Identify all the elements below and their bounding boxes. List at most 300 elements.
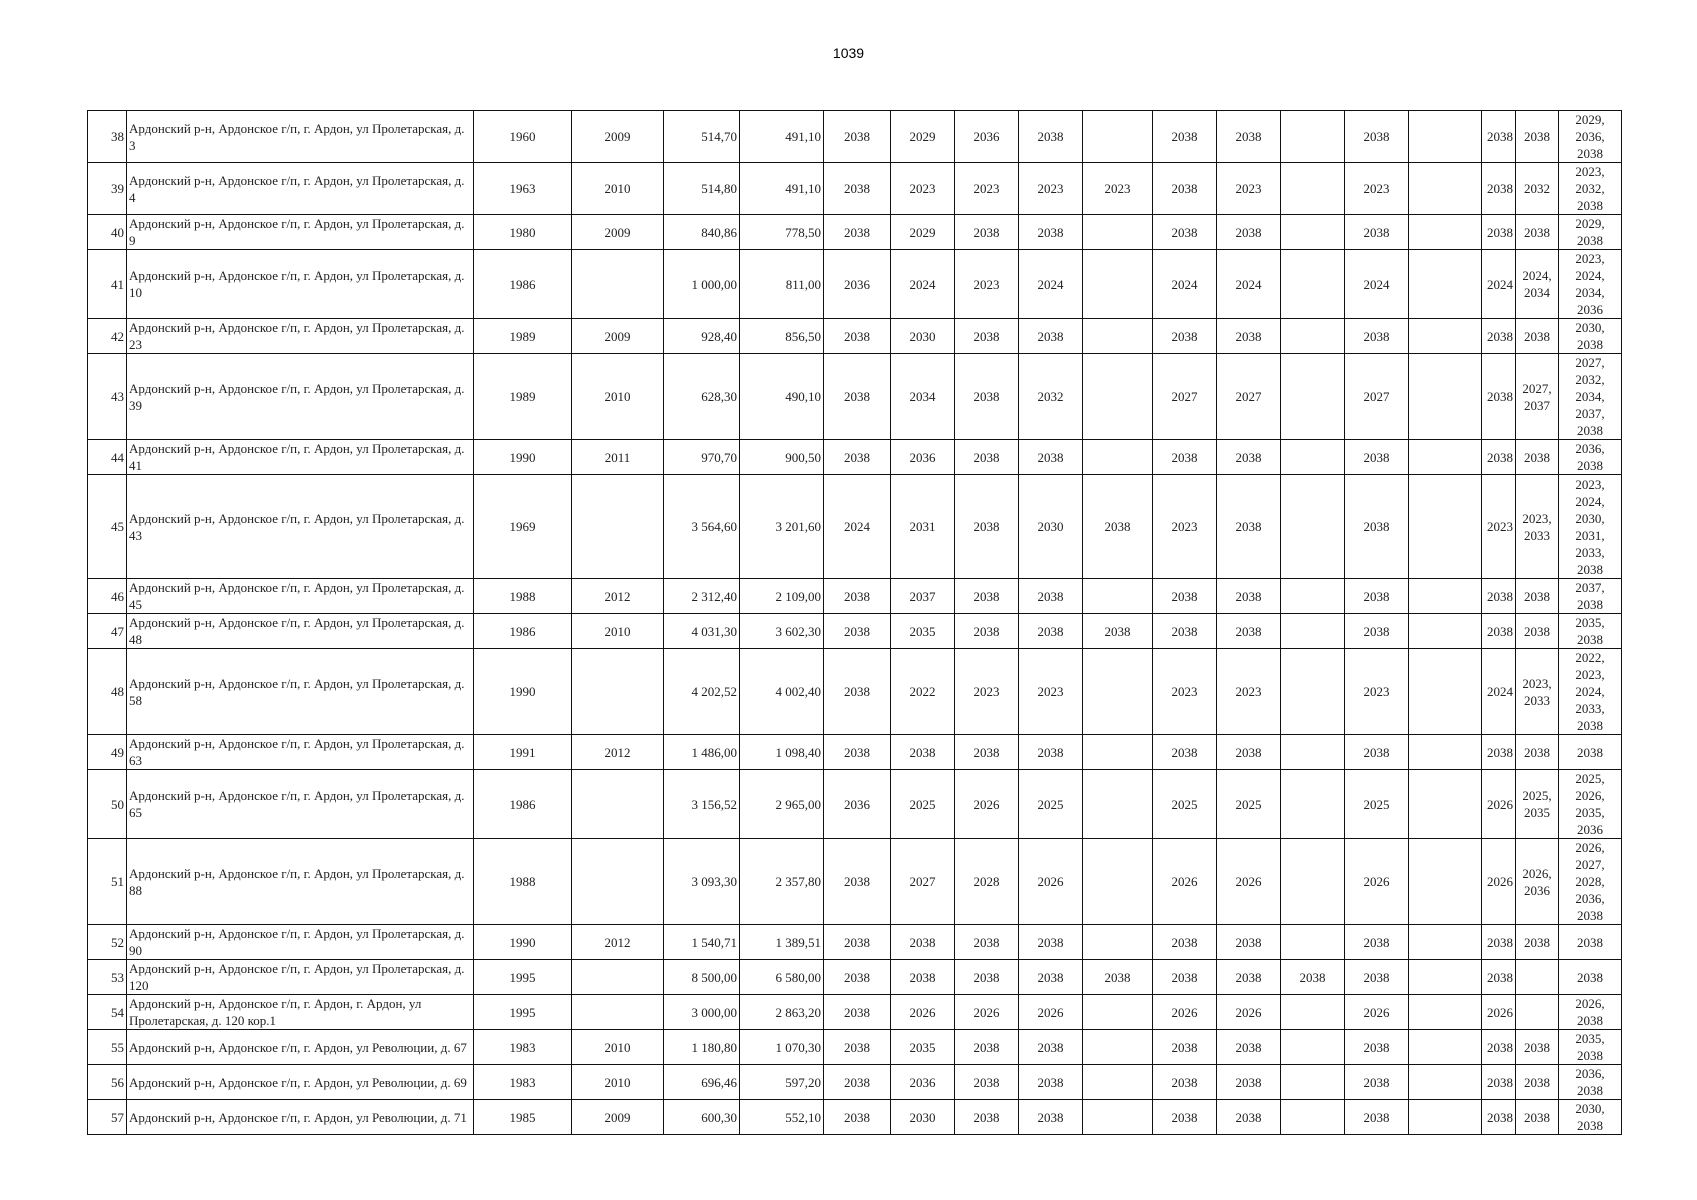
last-repair-cell: 2010 xyxy=(572,1065,664,1100)
table-row xyxy=(88,735,1622,770)
last-repair-cell: 2012 xyxy=(572,925,664,960)
plan-year-cell: 2038 xyxy=(1482,163,1516,215)
plan-year-cell: 2038 xyxy=(1345,111,1409,163)
plan-year-cell xyxy=(1409,1065,1482,1100)
living-area-cell: 597,20 xyxy=(740,1065,824,1100)
summary-years-cell: 2030, 2038 xyxy=(1559,1100,1622,1135)
plan-year-cell: 2038 xyxy=(1153,925,1217,960)
last-repair-cell xyxy=(572,995,664,1030)
plan-year-cell: 2038 xyxy=(1482,579,1516,614)
plan-year-cell: 2027 xyxy=(891,839,955,925)
plan-year-cell xyxy=(1083,215,1153,250)
plan-year-cell: 2024 xyxy=(1153,250,1217,319)
last-repair-cell: 2012 xyxy=(572,735,664,770)
plan-year-cell xyxy=(1281,1065,1345,1100)
plan-year-cell xyxy=(1281,735,1345,770)
plan-year-cell: 2026 xyxy=(955,995,1019,1030)
summary-years-cell: 2037, 2038 xyxy=(1559,579,1622,614)
plan-year-cell: 2026 xyxy=(1217,839,1281,925)
plan-year-cell xyxy=(1409,960,1482,995)
plan-year-cell xyxy=(1083,354,1153,440)
living-area-cell: 856,50 xyxy=(740,319,824,354)
table-row xyxy=(88,960,1622,995)
plan-year-cell: 2037 xyxy=(891,579,955,614)
plan-year-cell: 2023 xyxy=(1019,649,1083,735)
total-area-cell: 600,30 xyxy=(664,1100,740,1135)
plan-year-cell: 2023 xyxy=(955,649,1019,735)
plan-year-cell: 2038 xyxy=(1019,1030,1083,1065)
address-cell: Ардонский р-н, Ардонское г/п, г. Ардон, ул Пролетарская, д. 10 xyxy=(127,250,474,319)
table-row xyxy=(88,1100,1622,1135)
plan-year-cell xyxy=(1409,614,1482,649)
plan-years-cell: 2038 xyxy=(1516,440,1559,475)
total-area-cell: 4 202,52 xyxy=(664,649,740,735)
last-repair-cell: 2012 xyxy=(572,579,664,614)
plan-year-cell xyxy=(1083,925,1153,960)
plan-years-cell: 2026, 2036 xyxy=(1516,839,1559,925)
table-row xyxy=(88,163,1622,215)
plan-year-cell: 2038 xyxy=(1019,440,1083,475)
row-number: 45 xyxy=(88,475,127,579)
total-area-cell: 2 312,40 xyxy=(664,579,740,614)
table-row xyxy=(88,475,1622,579)
plan-year-cell: 2038 xyxy=(1345,579,1409,614)
plan-year-cell: 2030 xyxy=(891,1100,955,1135)
last-repair-cell: 2011 xyxy=(572,440,664,475)
plan-year-cell xyxy=(1281,1100,1345,1135)
plan-years-cell: 2038 xyxy=(1516,735,1559,770)
plan-year-cell: 2025 xyxy=(1217,770,1281,839)
plan-year-cell xyxy=(1281,839,1345,925)
row-number: 57 xyxy=(88,1100,127,1135)
plan-year-cell: 2027 xyxy=(1345,354,1409,440)
plan-year-cell: 2023 xyxy=(1083,163,1153,215)
plan-years-cell: 2038 xyxy=(1516,215,1559,250)
plan-year-cell xyxy=(1409,770,1482,839)
row-number: 49 xyxy=(88,735,127,770)
plan-year-cell: 2026 xyxy=(1019,839,1083,925)
row-number: 51 xyxy=(88,839,127,925)
plan-year-cell xyxy=(1281,111,1345,163)
row-number: 53 xyxy=(88,960,127,995)
address-cell: Ардонский р-н, Ардонское г/п, г. Ардон, ул Пролетарская, д. 39 xyxy=(127,354,474,440)
address-cell: Ардонский р-н, Ардонское г/п, г. Ардон, ул Пролетарская, д. 23 xyxy=(127,319,474,354)
plan-year-cell: 2038 xyxy=(1019,111,1083,163)
plan-year-cell: 2036 xyxy=(955,111,1019,163)
address-cell: Ардонский р-н, Ардонское г/п, г. Ардон, ул Революции, д. 71 xyxy=(127,1100,474,1135)
table-row xyxy=(88,839,1622,925)
plan-year-cell: 2029 xyxy=(891,111,955,163)
living-area-cell: 2 357,80 xyxy=(740,839,824,925)
plan-year-cell xyxy=(1281,579,1345,614)
plan-year-cell: 2038 xyxy=(1019,960,1083,995)
plan-year-cell: 2038 xyxy=(955,614,1019,649)
plan-year-cell: 2038 xyxy=(955,440,1019,475)
plan-year-cell: 2038 xyxy=(1153,960,1217,995)
living-area-cell: 491,10 xyxy=(740,111,824,163)
plan-year-cell xyxy=(1083,111,1153,163)
plan-year-cell: 2038 xyxy=(1482,440,1516,475)
plan-year-cell xyxy=(1281,319,1345,354)
total-area-cell: 1 000,00 xyxy=(664,250,740,319)
total-area-cell: 3 564,60 xyxy=(664,475,740,579)
total-area-cell: 696,46 xyxy=(664,1065,740,1100)
plan-years-cell xyxy=(1516,995,1559,1030)
year-built-cell: 1960 xyxy=(474,111,572,163)
total-area-cell: 4 031,30 xyxy=(664,614,740,649)
plan-year-cell: 2030 xyxy=(891,319,955,354)
plan-year-cell xyxy=(1281,995,1345,1030)
last-repair-cell xyxy=(572,649,664,735)
plan-year-cell: 2023 xyxy=(1019,163,1083,215)
last-repair-cell xyxy=(572,475,664,579)
living-area-cell: 811,00 xyxy=(740,250,824,319)
plan-year-cell xyxy=(1409,995,1482,1030)
living-area-cell: 491,10 xyxy=(740,163,824,215)
plan-year-cell: 2023 xyxy=(1482,475,1516,579)
plan-year-cell: 2038 xyxy=(1083,614,1153,649)
year-built-cell: 1983 xyxy=(474,1065,572,1100)
plan-year-cell xyxy=(1083,440,1153,475)
plan-years-cell: 2025, 2035 xyxy=(1516,770,1559,839)
plan-year-cell: 2038 xyxy=(1482,215,1516,250)
plan-year-cell: 2038 xyxy=(1153,215,1217,250)
plan-year-cell: 2035 xyxy=(891,614,955,649)
table-row xyxy=(88,319,1622,354)
plan-year-cell xyxy=(1083,1065,1153,1100)
plan-years-cell xyxy=(1516,960,1559,995)
plan-years-cell: 2032 xyxy=(1516,163,1559,215)
summary-years-cell: 2038 xyxy=(1559,735,1622,770)
last-repair-cell xyxy=(572,770,664,839)
plan-year-cell: 2027 xyxy=(1153,354,1217,440)
plan-year-cell xyxy=(1409,215,1482,250)
table-row xyxy=(88,614,1622,649)
plan-year-cell xyxy=(1281,163,1345,215)
row-number: 42 xyxy=(88,319,127,354)
summary-years-cell: 2023, 2032, 2038 xyxy=(1559,163,1622,215)
plan-year-cell: 2023 xyxy=(1217,163,1281,215)
table-row xyxy=(88,770,1622,839)
plan-year-cell: 2038 xyxy=(1217,319,1281,354)
plan-year-cell: 2038 xyxy=(824,1030,891,1065)
last-repair-cell xyxy=(572,960,664,995)
address-cell: Ардонский р-н, Ардонское г/п, г. Ардон, ул Пролетарская, д. 3 xyxy=(127,111,474,163)
plan-year-cell: 2038 xyxy=(824,995,891,1030)
plan-years-cell: 2038 xyxy=(1516,111,1559,163)
table-row xyxy=(88,649,1622,735)
plan-year-cell: 2038 xyxy=(1345,735,1409,770)
summary-years-cell: 2029, 2038 xyxy=(1559,215,1622,250)
plan-year-cell: 2038 xyxy=(824,925,891,960)
year-built-cell: 1980 xyxy=(474,215,572,250)
plan-year-cell: 2038 xyxy=(824,163,891,215)
table-row xyxy=(88,440,1622,475)
plan-year-cell: 2038 xyxy=(955,215,1019,250)
plan-year-cell: 2024 xyxy=(1217,250,1281,319)
plan-year-cell: 2038 xyxy=(824,735,891,770)
plan-year-cell: 2023 xyxy=(955,163,1019,215)
address-cell: Ардонский р-н, Ардонское г/п, г. Ардон, ул Пролетарская, д. 88 xyxy=(127,839,474,925)
plan-year-cell xyxy=(1281,354,1345,440)
address-cell: Ардонский р-н, Ардонское г/п, г. Ардон, ул Пролетарская, д. 65 xyxy=(127,770,474,839)
total-area-cell: 514,70 xyxy=(664,111,740,163)
table-row xyxy=(88,215,1622,250)
address-cell: Ардонский р-н, Ардонское г/п, г. Ардон, ул Пролетарская, д. 41 xyxy=(127,440,474,475)
plan-year-cell xyxy=(1083,735,1153,770)
last-repair-cell: 2010 xyxy=(572,163,664,215)
address-cell: Ардонский р-н, Ардонское г/п, г. Ардон, г. Ардон, ул Пролетарская, д. 120 кор.1 xyxy=(127,995,474,1030)
plan-year-cell: 2038 xyxy=(824,1065,891,1100)
living-area-cell: 4 002,40 xyxy=(740,649,824,735)
plan-year-cell: 2038 xyxy=(1345,319,1409,354)
plan-year-cell: 2024 xyxy=(1019,250,1083,319)
plan-year-cell: 2029 xyxy=(891,215,955,250)
plan-year-cell: 2038 xyxy=(955,319,1019,354)
last-repair-cell: 2010 xyxy=(572,614,664,649)
plan-year-cell: 2026 xyxy=(1153,839,1217,925)
living-area-cell: 490,10 xyxy=(740,354,824,440)
table-row xyxy=(88,925,1622,960)
plan-year-cell xyxy=(1409,440,1482,475)
plan-year-cell: 2038 xyxy=(1217,925,1281,960)
plan-year-cell: 2038 xyxy=(824,111,891,163)
plan-year-cell: 2023 xyxy=(1345,649,1409,735)
plan-year-cell: 2038 xyxy=(824,319,891,354)
plan-year-cell: 2038 xyxy=(824,649,891,735)
plan-year-cell: 2038 xyxy=(1281,960,1345,995)
plan-year-cell: 2038 xyxy=(1083,475,1153,579)
plan-year-cell: 2026 xyxy=(1482,770,1516,839)
year-built-cell: 1986 xyxy=(474,614,572,649)
living-area-cell: 2 109,00 xyxy=(740,579,824,614)
plan-year-cell xyxy=(1409,319,1482,354)
row-number: 55 xyxy=(88,1030,127,1065)
year-built-cell: 1995 xyxy=(474,995,572,1030)
plan-year-cell xyxy=(1083,319,1153,354)
plan-year-cell: 2023 xyxy=(1153,649,1217,735)
row-number: 39 xyxy=(88,163,127,215)
plan-years-cell: 2027, 2037 xyxy=(1516,354,1559,440)
living-area-cell: 3 602,30 xyxy=(740,614,824,649)
plan-year-cell: 2024 xyxy=(824,475,891,579)
row-number: 56 xyxy=(88,1065,127,1100)
total-area-cell: 3 000,00 xyxy=(664,995,740,1030)
plan-year-cell: 2038 xyxy=(1482,1030,1516,1065)
address-cell: Ардонский р-н, Ардонское г/п, г. Ардон, ул Пролетарская, д. 58 xyxy=(127,649,474,735)
plan-years-cell: 2038 xyxy=(1516,1030,1559,1065)
plan-year-cell xyxy=(1409,475,1482,579)
living-area-cell: 2 863,20 xyxy=(740,995,824,1030)
plan-year-cell xyxy=(1281,475,1345,579)
table-row xyxy=(88,995,1622,1030)
plan-year-cell: 2038 xyxy=(955,1030,1019,1065)
year-built-cell: 1986 xyxy=(474,250,572,319)
plan-year-cell: 2038 xyxy=(1345,440,1409,475)
plan-year-cell: 2026 xyxy=(1153,995,1217,1030)
plan-year-cell: 2022 xyxy=(891,649,955,735)
plan-year-cell: 2038 xyxy=(1153,163,1217,215)
year-built-cell: 1988 xyxy=(474,839,572,925)
address-cell: Ардонский р-н, Ардонское г/п, г. Ардон, ул Пролетарская, д. 4 xyxy=(127,163,474,215)
plan-year-cell xyxy=(1409,1030,1482,1065)
plan-year-cell: 2038 xyxy=(1019,925,1083,960)
plan-year-cell: 2038 xyxy=(955,1065,1019,1100)
plan-year-cell: 2024 xyxy=(1345,250,1409,319)
plan-year-cell: 2024 xyxy=(1482,250,1516,319)
address-cell: Ардонский р-н, Ардонское г/п, г. Ардон, ул Пролетарская, д. 9 xyxy=(127,215,474,250)
year-built-cell: 1990 xyxy=(474,925,572,960)
plan-year-cell: 2038 xyxy=(1345,925,1409,960)
row-number: 44 xyxy=(88,440,127,475)
plan-year-cell: 2038 xyxy=(891,960,955,995)
plan-year-cell xyxy=(1409,925,1482,960)
plan-year-cell: 2026 xyxy=(891,995,955,1030)
plan-year-cell: 2036 xyxy=(891,1065,955,1100)
plan-year-cell: 2038 xyxy=(1217,1030,1281,1065)
last-repair-cell: 2009 xyxy=(572,111,664,163)
plan-year-cell: 2032 xyxy=(1019,354,1083,440)
plan-years-cell: 2038 xyxy=(1516,925,1559,960)
plan-year-cell: 2025 xyxy=(1019,770,1083,839)
address-cell: Ардонский р-н, Ардонское г/п, г. Ардон, ул Пролетарская, д. 43 xyxy=(127,475,474,579)
plan-year-cell xyxy=(1409,354,1482,440)
summary-years-cell: 2026, 2038 xyxy=(1559,995,1622,1030)
year-built-cell: 1991 xyxy=(474,735,572,770)
plan-year-cell: 2025 xyxy=(891,770,955,839)
plan-year-cell xyxy=(1409,579,1482,614)
plan-year-cell xyxy=(1409,111,1482,163)
year-built-cell: 1990 xyxy=(474,440,572,475)
plan-year-cell: 2038 xyxy=(1217,215,1281,250)
year-built-cell: 1988 xyxy=(474,579,572,614)
total-area-cell: 3 093,30 xyxy=(664,839,740,925)
row-number: 50 xyxy=(88,770,127,839)
table-row xyxy=(88,579,1622,614)
plan-year-cell: 2027 xyxy=(1217,354,1281,440)
plan-year-cell xyxy=(1281,1030,1345,1065)
plan-year-cell: 2038 xyxy=(1345,1030,1409,1065)
plan-year-cell xyxy=(1083,1100,1153,1135)
summary-years-cell: 2029, 2036, 2038 xyxy=(1559,111,1622,163)
summary-years-cell: 2038 xyxy=(1559,960,1622,995)
address-cell: Ардонский р-н, Ардонское г/п, г. Ардон, ул Пролетарская, д. 120 xyxy=(127,960,474,995)
row-number: 48 xyxy=(88,649,127,735)
plan-years-cell: 2023, 2033 xyxy=(1516,649,1559,735)
plan-year-cell: 2038 xyxy=(1153,579,1217,614)
plan-year-cell: 2038 xyxy=(1153,1030,1217,1065)
plan-year-cell: 2038 xyxy=(824,1100,891,1135)
year-built-cell: 1990 xyxy=(474,649,572,735)
plan-year-cell: 2038 xyxy=(1345,614,1409,649)
plan-year-cell xyxy=(1281,250,1345,319)
plan-year-cell xyxy=(1281,440,1345,475)
summary-years-cell: 2025, 2026, 2035, 2036 xyxy=(1559,770,1622,839)
plan-year-cell xyxy=(1281,614,1345,649)
plan-year-cell: 2038 xyxy=(1217,1100,1281,1135)
plan-year-cell xyxy=(1083,250,1153,319)
living-area-cell: 900,50 xyxy=(740,440,824,475)
plan-year-cell: 2038 xyxy=(1482,1100,1516,1135)
plan-year-cell: 2038 xyxy=(1217,1065,1281,1100)
plan-year-cell: 2030 xyxy=(1019,475,1083,579)
plan-year-cell: 2036 xyxy=(824,250,891,319)
address-cell: Ардонский р-н, Ардонское г/п, г. Ардон, ул Пролетарская, д. 48 xyxy=(127,614,474,649)
plan-year-cell: 2031 xyxy=(891,475,955,579)
plan-year-cell: 2038 xyxy=(824,960,891,995)
plan-year-cell xyxy=(1083,770,1153,839)
plan-year-cell: 2038 xyxy=(1153,440,1217,475)
plan-years-cell: 2024, 2034 xyxy=(1516,250,1559,319)
plan-year-cell: 2038 xyxy=(955,925,1019,960)
plan-year-cell: 2038 xyxy=(1153,1100,1217,1135)
row-number: 52 xyxy=(88,925,127,960)
plan-year-cell: 2038 xyxy=(1217,735,1281,770)
year-built-cell: 1983 xyxy=(474,1030,572,1065)
plan-year-cell: 2024 xyxy=(891,250,955,319)
row-number: 40 xyxy=(88,215,127,250)
plan-year-cell: 2038 xyxy=(1345,960,1409,995)
plan-year-cell: 2038 xyxy=(1153,1065,1217,1100)
plan-year-cell: 2038 xyxy=(1345,215,1409,250)
address-cell: Ардонский р-н, Ардонское г/п, г. Ардон, ул Революции, д. 67 xyxy=(127,1030,474,1065)
living-area-cell: 3 201,60 xyxy=(740,475,824,579)
plan-year-cell: 2038 xyxy=(1217,614,1281,649)
plan-year-cell xyxy=(1409,1100,1482,1135)
plan-year-cell: 2026 xyxy=(1482,839,1516,925)
year-built-cell: 1989 xyxy=(474,354,572,440)
plan-year-cell: 2038 xyxy=(824,215,891,250)
plan-year-cell: 2038 xyxy=(1217,960,1281,995)
plan-year-cell: 2038 xyxy=(1019,614,1083,649)
summary-years-cell: 2027, 2032, 2034, 2037, 2038 xyxy=(1559,354,1622,440)
plan-year-cell: 2038 xyxy=(1482,925,1516,960)
plan-year-cell xyxy=(1083,839,1153,925)
total-area-cell: 928,40 xyxy=(664,319,740,354)
year-built-cell: 1986 xyxy=(474,770,572,839)
plan-year-cell: 2038 xyxy=(824,440,891,475)
plan-year-cell: 2038 xyxy=(955,354,1019,440)
table-row xyxy=(88,111,1622,163)
living-area-cell: 1 070,30 xyxy=(740,1030,824,1065)
year-built-cell: 1969 xyxy=(474,475,572,579)
row-number: 47 xyxy=(88,614,127,649)
plan-year-cell: 2023 xyxy=(955,250,1019,319)
plan-year-cell xyxy=(1409,649,1482,735)
plan-year-cell: 2038 xyxy=(955,579,1019,614)
plan-year-cell: 2036 xyxy=(891,440,955,475)
total-area-cell: 970,70 xyxy=(664,440,740,475)
summary-years-cell: 2035, 2038 xyxy=(1559,1030,1622,1065)
summary-years-cell: 2030, 2038 xyxy=(1559,319,1622,354)
living-area-cell: 552,10 xyxy=(740,1100,824,1135)
plan-year-cell: 2038 xyxy=(1019,1065,1083,1100)
plan-year-cell xyxy=(1409,250,1482,319)
total-area-cell: 1 486,00 xyxy=(664,735,740,770)
plan-year-cell: 2038 xyxy=(1217,475,1281,579)
plan-year-cell: 2038 xyxy=(1153,111,1217,163)
plan-year-cell: 2023 xyxy=(1217,649,1281,735)
table-row xyxy=(88,1065,1622,1100)
plan-year-cell xyxy=(1281,925,1345,960)
summary-years-cell: 2038 xyxy=(1559,925,1622,960)
total-area-cell: 1 180,80 xyxy=(664,1030,740,1065)
row-number: 38 xyxy=(88,111,127,163)
plan-year-cell: 2026 xyxy=(1217,995,1281,1030)
plan-year-cell xyxy=(1083,579,1153,614)
plan-year-cell: 2038 xyxy=(1083,960,1153,995)
plan-year-cell: 2038 xyxy=(1019,735,1083,770)
